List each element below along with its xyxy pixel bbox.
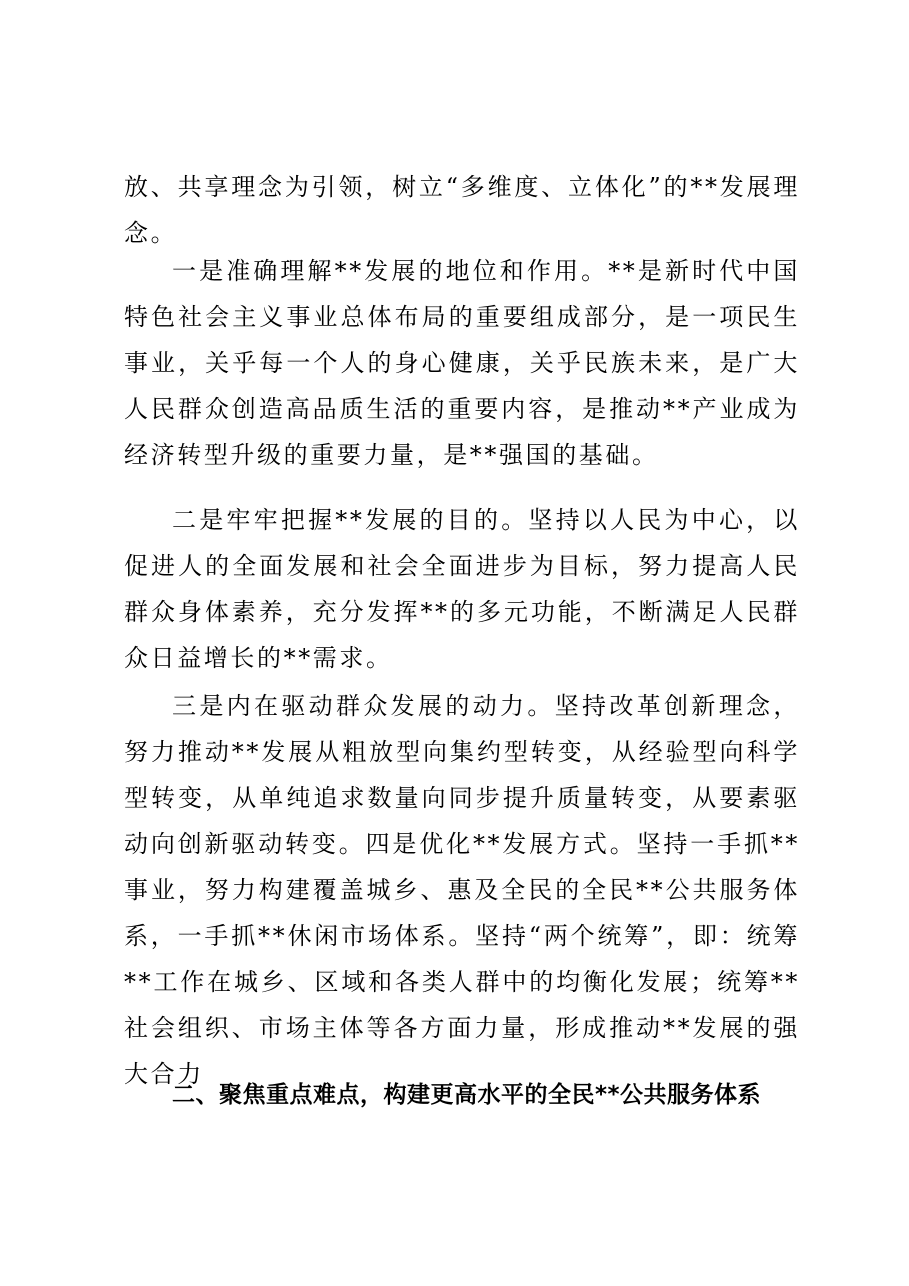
paragraph-development-drive: 三是内在驱动群众发展的动力。坚持改革创新理念，努力推动**发展从粗放型向集约型转变，从经验型向科学型转变，从单纯追求数量向同步提升质量转变，从要素驱动向创新驱动转变。四是优化**发展方式。坚持一手抓**事业，努力构建覆盖城乡、惠及全民的全民**公共服务体系，一手抓**休闲市场体系。坚持“两个统筹”，即：统筹**工作在城乡、区域和各类人群中的均衡化发展；统筹**社会组织、市场主体等各方面力量，形成推动**发展的强大合力 xyxy=(124,692,800,1088)
section-heading: 二、聚焦重点难点，构建更高水平的全民**公共服务体系 xyxy=(172,1082,762,1108)
paragraph-development-purpose: 二是牢牢把握**发展的目的。坚持以人民为中心，以促进人的全面发展和社会全面进步为目标，努力提高人民群众身体素养，充分发挥**的多元功能，不断满足人民群众日益增长的**需求。 xyxy=(124,506,800,672)
paragraph-continuation: 放、共享理念为引领，树立“多维度、立体化”的**发展理念。 xyxy=(124,173,800,247)
paragraph-understanding-role: 一是准确理解**发展的地位和作用。**是新时代中国特色社会主义事业总体布局的重要组成部分，是一项民生事业，关乎每一个人的身心健康，关乎民族未来，是广大人民群众创造高品质生活的重要内容，是推动**产业成为经济转型升级的重要力量，是**强国的基础。 xyxy=(124,257,800,469)
